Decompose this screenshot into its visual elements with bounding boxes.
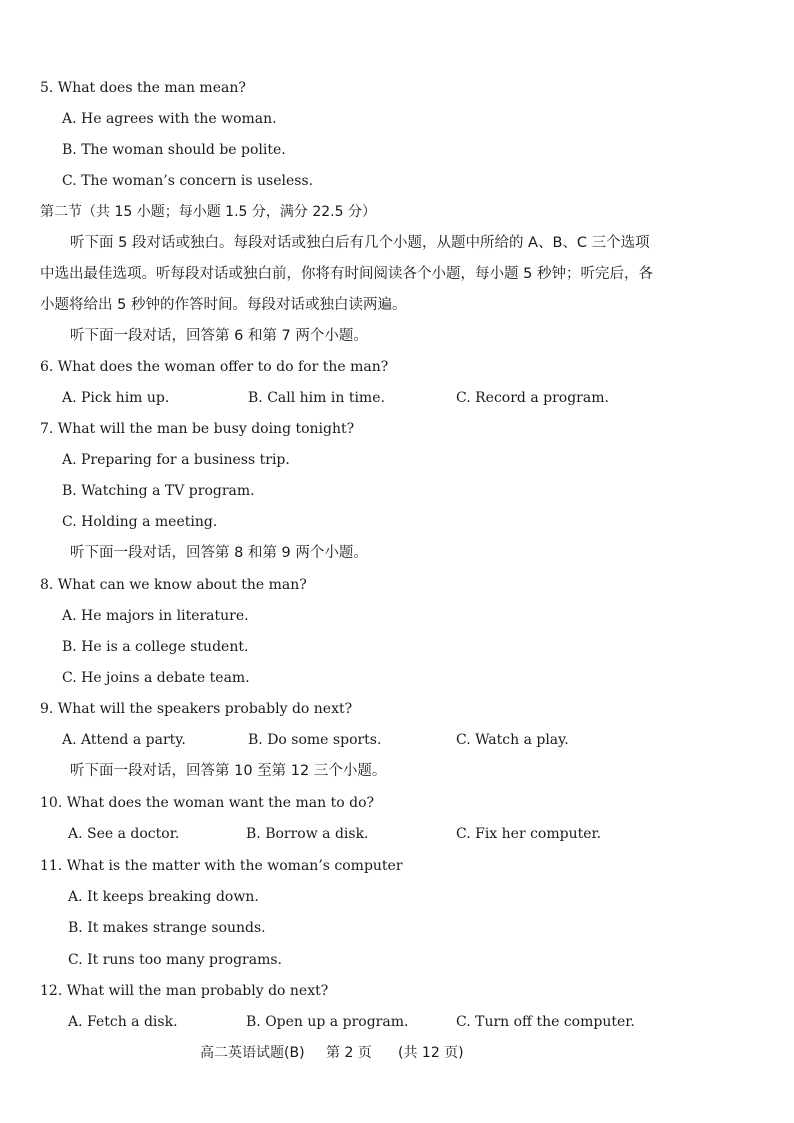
question-11-option-a: A. It keeps breaking down.	[68, 889, 259, 905]
question-8-option-b: B. He is a college student.	[62, 639, 249, 655]
question-6-option-c: C. Record a program.	[456, 390, 609, 406]
section-2-title: 第二节（共 15 小题；每小题 1.5 分，满分 22.5 分）	[40, 204, 376, 220]
question-9-option-a: A. Attend a party.	[62, 732, 186, 748]
question-6-option-a: A. Pick him up.	[62, 390, 170, 406]
question-7-option-a: A. Preparing for a business trip.	[62, 452, 290, 468]
question-11-stem: 11. What is the matter with the woman’s computer	[40, 858, 403, 874]
question-10-option-c: C. Fix her computer.	[456, 826, 602, 842]
dialogue-group-3-intro: 听下面一段对话，回答第 10 至第 12 三个小题。	[70, 763, 387, 779]
question-10-options	[0, 824, 794, 844]
question-5-option-a: A. He agrees with the woman.	[62, 111, 277, 127]
question-12-stem: 12. What will the man probably do next?	[40, 983, 329, 999]
question-9-option-c: C. Watch a play.	[456, 732, 569, 748]
question-5-option-c: C. The woman’s concern is useless.	[62, 173, 314, 189]
question-8-option-c: C. He joins a debate team.	[62, 670, 250, 686]
dialogue-group-2-intro: 听下面一段对话，回答第 8 和第 9 两个小题。	[70, 545, 368, 561]
question-11-option-c: C. It runs too many programs.	[68, 952, 283, 968]
question-11-option-b: B. It makes strange sounds.	[68, 920, 266, 936]
question-9-stem: 9. What will the speakers probably do next?	[40, 701, 353, 717]
question-7-stem: 7. What will the man be busy doing tonight?	[40, 421, 355, 437]
question-5-option-b: B. The woman should be polite.	[62, 142, 286, 158]
question-12-options	[0, 1012, 794, 1032]
question-8-option-a: A. He majors in literature.	[62, 608, 249, 624]
footer-exam-title: 高二英语试题(B)	[200, 1045, 305, 1061]
footer-total-pages: (共 12 页)	[398, 1045, 464, 1061]
dialogue-group-1-intro: 听下面一段对话，回答第 6 和第 7 两个小题。	[70, 328, 368, 344]
question-9-option-b: B. Do some sports.	[248, 732, 382, 748]
question-10-stem: 10. What does the woman want the man to do?	[40, 795, 375, 811]
question-10-option-a: A. See a doctor.	[68, 826, 180, 842]
question-6-stem: 6. What does the woman offer to do for the man?	[40, 359, 389, 375]
section-2-instructions-line-2: 中选出最佳选项。听每段对话或独白前，你将有时间阅读各个小题，每小题 5 秒钟；听完后，各	[40, 266, 653, 282]
page-footer	[0, 1043, 794, 1063]
question-12-option-c: C. Turn off the computer.	[456, 1014, 635, 1030]
footer-page-number: 第 2 页	[326, 1045, 372, 1061]
section-2-instructions-line-1: 听下面 5 段对话或独白。每段对话或独白后有几个小题，从题中所给的 A、B、C 三个选项	[70, 235, 650, 251]
question-6-options	[0, 388, 794, 408]
question-12-option-a: A. Fetch a disk.	[68, 1014, 178, 1030]
question-6-option-b: B. Call him in time.	[248, 390, 385, 406]
question-9-options	[0, 730, 794, 750]
section-2-instructions-line-3: 小题将给出 5 秒钟的作答时间。每段对话或独白读两遍。	[40, 297, 407, 313]
question-7-option-b: B. Watching a TV program.	[62, 483, 255, 499]
question-7-option-c: C. Holding a meeting.	[62, 514, 218, 530]
question-12-option-b: B. Open up a program.	[246, 1014, 409, 1030]
question-8-stem: 8. What can we know about the man?	[40, 577, 307, 593]
question-5-stem: 5. What does the man mean?	[40, 80, 246, 96]
question-10-option-b: B. Borrow a disk.	[246, 826, 369, 842]
